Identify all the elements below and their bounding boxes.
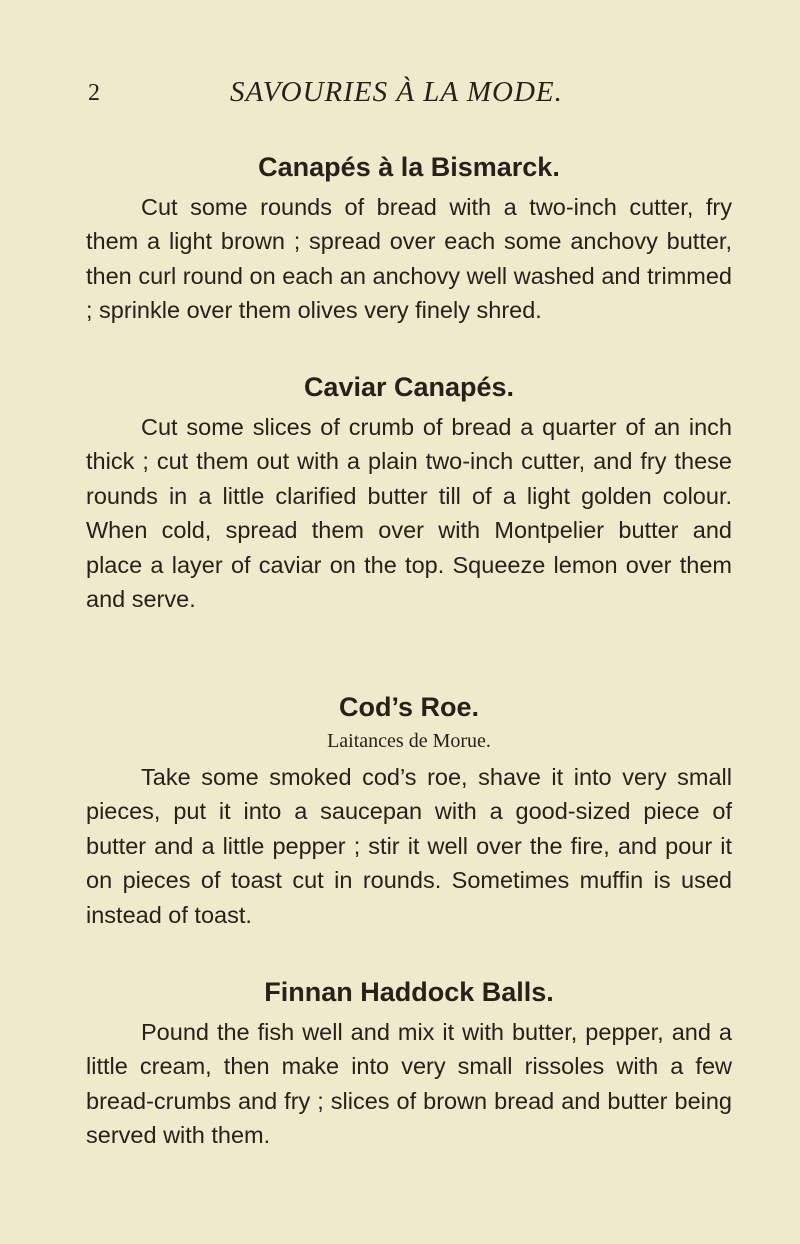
recipe-title: Canapés à la Bismarck.	[258, 152, 560, 182]
recipe-caviar-canapes	[86, 370, 732, 616]
recipe-canapes-bismarck	[86, 150, 732, 328]
recipe-cods-roe	[86, 690, 732, 932]
page-header	[0, 70, 800, 110]
recipe-text: Cut some rounds of bread with a two-inch cutter, fry them a light brown ; spread over each some anchovy butter, then curl round on each an anchovy well washed and trimmed ; sprinkle over them olives very finely shred.	[86, 194, 732, 324]
running-title: SAVOURIES À LA MODE.	[230, 76, 563, 108]
recipe-text: Cut some slices of crumb of bread a quarter of an inch thick ; cut them out with a plain two-inch cutter, and fry these rounds in a little clarified butter till of a light golden colour. When cold, spread them over with Montpelier butter and place a layer of caviar on the top. Squeeze lemon over them and serve.	[86, 414, 732, 613]
recipe-subtitle: Laitances de Morue.	[327, 730, 491, 752]
recipe-title: Caviar Canapés.	[303, 372, 515, 402]
recipe-title: Cod’s Roe.	[338, 692, 479, 722]
recipe-text: Take some smoked cod’s roe, shave it into very small pieces, put it into a saucepan with a good-sized piece of butter and a little pepper ; stir it well over the fire, and pour it on pieces of toast cut in rounds. Sometimes muffin is used instead of toast.	[86, 764, 732, 928]
page-number: 2	[88, 80, 100, 106]
recipe-text: Pound the fish well and mix it with butter, pepper, and a little cream, then make into very small rissoles with a few bread-crumbs and fry ; slices of brown bread and butter being served with them.	[86, 1019, 732, 1149]
recipe-title: Finnan Haddock Balls.	[264, 977, 554, 1007]
recipe-finnan-haddock-balls	[86, 975, 732, 1153]
